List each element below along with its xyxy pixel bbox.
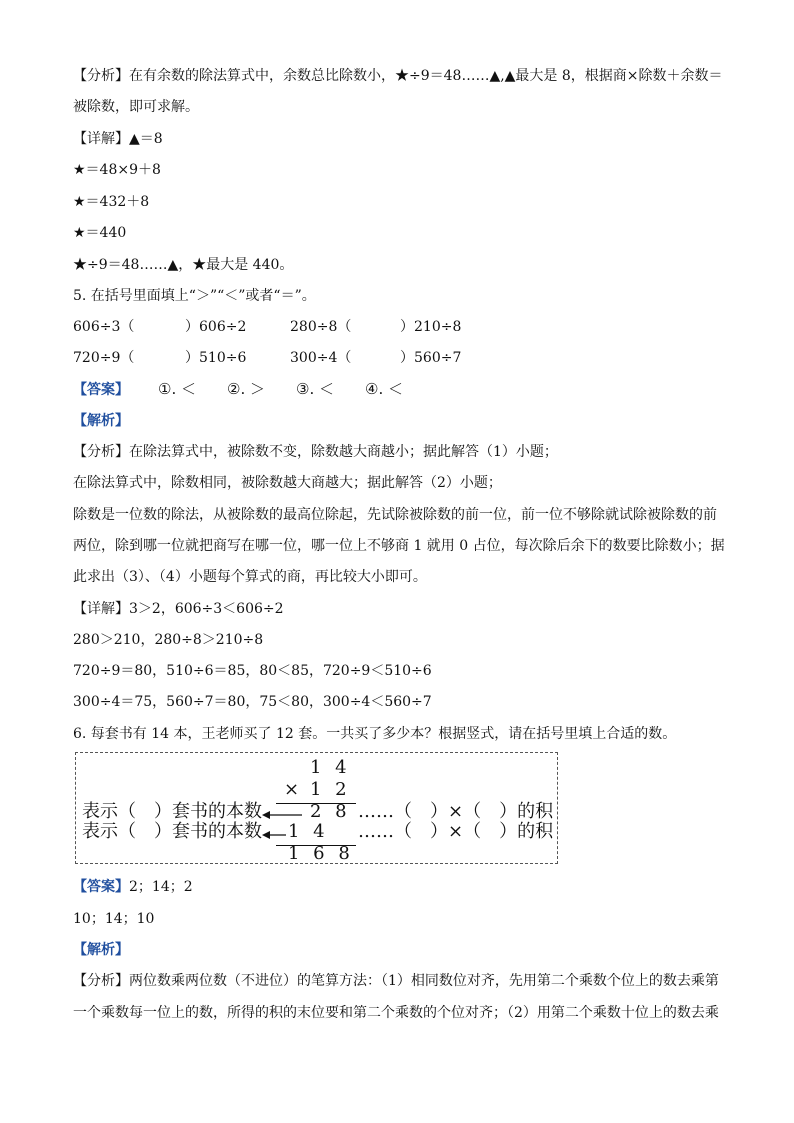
times-sign: × <box>284 779 300 800</box>
q5-item-2-right: ）210÷8 <box>400 319 462 335</box>
q6-jiexi-tag <box>73 940 129 960</box>
answer-tag: 【答案】 <box>73 879 129 895</box>
q4-analysis-line-1 <box>73 66 723 86</box>
left-label-2: 表示（ ）套书的本数 <box>82 821 262 842</box>
jiexi-tag: 【解析】 <box>73 942 129 958</box>
q5-item-4-right: ）560÷7 <box>400 350 462 366</box>
q5-analysis-line-3: 除数是一位数的除法，从被除数的最高位除起，先试除被除数的前一位，前一位不够除就试除被除数的前 <box>73 507 717 523</box>
q6-title: 6. 每套书有 14 本，王老师买了 12 套。一共买了多少本？根据竖式，请在括号里填上合适的数。 <box>73 726 677 742</box>
q5-jiexi-tag <box>73 411 129 431</box>
arrow-left-icon <box>262 829 286 841</box>
partial-product-2: 1 4 <box>288 821 329 842</box>
right-label-1: ……（ ）×（ ）的积 <box>358 801 554 822</box>
q5-analysis-line-4: 两位，除到哪一位就把商写在哪一位，哪一位上不够商 1 就用 0 占位，每次除后余下的数要比除数小；据 <box>73 538 725 554</box>
q5-answer-1: ①. ＜ <box>158 380 196 398</box>
detail-tag: 【详解】 <box>73 131 129 147</box>
q5-analysis-line-5: 此求出（3）、（4）小题每个算式的商，再比较大小即可。 <box>73 569 427 585</box>
q4-detail-line-2: ★＝48×9＋8 <box>73 162 161 178</box>
q5-detail-line-2: 280＞210，280÷8＞210÷8 <box>73 632 264 648</box>
multiplier: 1 2 <box>310 779 351 800</box>
q5-answer-2: ②. ＞ <box>227 380 265 398</box>
q5-title: 5. 在括号里面填上“＞”“＜”或者“＝”。 <box>73 288 316 304</box>
q5-item-1-left: 606÷3（ <box>73 319 135 335</box>
multiplicand: 1 4 <box>310 757 351 778</box>
q4-analysis-text-1: 在有余数的除法算式中，余数总比除数小，★÷9＝48……▲,▲最大是 8，根据商×除数＋余数＝ <box>129 68 723 84</box>
q4-analysis-line-2: 被除数，即可求解。 <box>73 99 199 115</box>
vertical-calculation-box <box>75 752 558 864</box>
q5-item-1-right: ）606÷2 <box>185 319 247 335</box>
q6-answer-text-1: 2；14；2 <box>129 879 193 895</box>
q6-analysis-text-1: 两位数乘两位数（不进位）的笔算方法：（1）相同数位对齐，先用第二个乘数个位上的数去乘第 <box>129 973 719 989</box>
q6-analysis-line-2: 一个乘数每一位上的数，所得的积的末位要和第二个乘数的个位对齐；（2）用第二个乘数十位上的数去乘 <box>73 1005 719 1021</box>
q5-analysis-line-1 <box>73 442 558 462</box>
q5-detail-line-4: 300÷4＝75，560÷7＝80，75＜80，300÷4＜560÷7 <box>73 694 432 710</box>
q5-detail-line-1 <box>73 599 284 619</box>
q6-answer-line-2: 10；14；10 <box>73 911 155 927</box>
q4-detail-line-4: ★＝440 <box>73 225 127 241</box>
detail-tag: 【详解】 <box>73 601 129 617</box>
final-product: 1 6 8 <box>288 843 354 864</box>
q6-analysis-line-1 <box>73 971 719 991</box>
q5-item-3-right: ）510÷6 <box>185 350 247 366</box>
right-label-2: ……（ ）×（ ）的积 <box>358 821 554 842</box>
q5-analysis-text-1: 在除法算式中，被除数不变，除数越大商越小；据此解答（1）小题； <box>129 444 558 460</box>
q5-item-3-left: 720÷9（ <box>73 350 135 366</box>
q5-detail-text-1: 3＞2，606÷3＜606÷2 <box>129 601 284 617</box>
q5-item-4-left: 300÷4（ <box>290 350 352 366</box>
q5-answer-4: ④. ＜ <box>365 380 403 398</box>
answer-tag: 【答案】 <box>73 382 129 398</box>
analysis-tag: 【分析】 <box>73 68 129 84</box>
q4-detail-line-3: ★＝432＋8 <box>73 194 150 210</box>
q5-answer-tag <box>73 380 129 400</box>
q6-answer-line-1 <box>73 877 193 897</box>
q5-answer-3: ③. ＜ <box>296 380 334 398</box>
partial-product-1: 2 8 <box>310 801 351 822</box>
q5-item-2-left: 280÷8（ <box>290 319 352 335</box>
q5-analysis-line-2: 在除法算式中，除数相同，被除数越大商越大；据此解答（2）小题； <box>73 475 502 491</box>
q5-detail-line-3: 720÷9＝80，510÷6＝85，80＜85，720÷9＜510÷6 <box>73 663 432 679</box>
left-label-1: 表示（ ）套书的本数 <box>82 801 262 822</box>
q4-detail-line-1 <box>73 129 163 149</box>
q4-detail-line-5: ★÷9＝48……▲，★最大是 440。 <box>73 257 294 273</box>
analysis-tag: 【分析】 <box>73 973 129 989</box>
arrow-left-icon <box>262 809 302 821</box>
analysis-tag: 【分析】 <box>73 444 129 460</box>
q4-detail-text-1: ▲＝8 <box>129 131 163 147</box>
jiexi-tag: 【解析】 <box>73 413 129 429</box>
